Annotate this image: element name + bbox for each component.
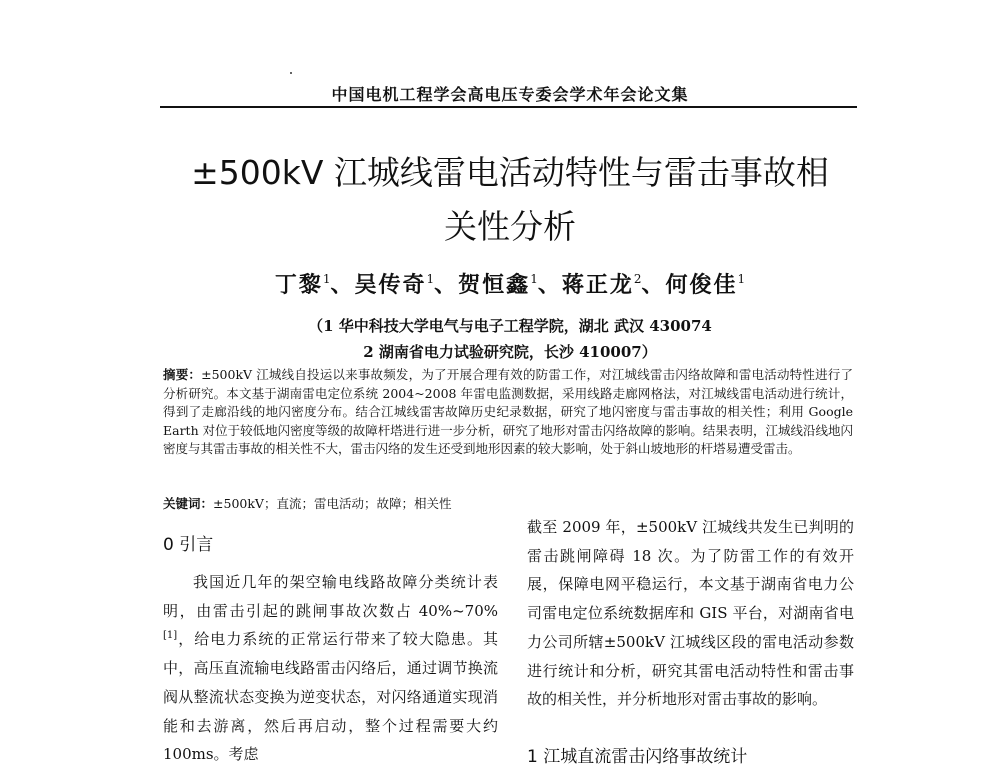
intro-text-part-1: 我国近几年的架空输电线路故障分类统计表明，由雷击引起的跳闸事故次数占 40%~70% bbox=[163, 573, 498, 620]
right-column-paragraph: 截至 2009 年，±500kV 江城线共发生已判明的雷击跳闸障碍 18 次。为了防雷工作的有效开展，保障电网平稳运行，本文基于湖南省电力公司雷电定位系统数据库和 GIS 平台，对湖南省电力公司所辖±500kV 江城线区段的雷电活动参数进行统计和分析，研究其雷电活动特性和雷击事故的相关性，并分析地形对雷击事故的影响。 bbox=[527, 518, 854, 709]
keywords-text: ±500kV；直流；雷电活动；故障；相关性 bbox=[213, 496, 452, 511]
author-separator: 、 bbox=[434, 272, 459, 298]
author-name: 蒋正龙 bbox=[561, 272, 634, 298]
author-affiliation-mark: 1 bbox=[737, 272, 746, 286]
intro-paragraph bbox=[163, 568, 498, 769]
abstract-text: ±500kV 江城线自投运以来事故频发，为了开展合理有效的防雷工作，对江城线雷击闪络故障和雷电活动特性进行了分析研究。本文基于湖南雷电定位系统 2004~2008 年雷电监测数据，采用线路走廊网格法，对江城线雷电活动进行统计，得到了走廊沿线的地闪密度分布。结合江城线雷害故障历史纪录数据，研究了地闪密度与雷击事故的相关性；利用 Google Earth 对位于较低地闪密度等级的故障杆塔进行进一步分析，研究了地形对雷击闪络故障的影响。结果表明，江城线沿线地闪密度与其雷击事故的相关性不大，雷击闪络的发生还受到地形因素的较大影响，处于斜山坡地形的杆塔易遭受雷击。 bbox=[163, 367, 853, 457]
paper-title bbox=[150, 146, 870, 254]
header-rule bbox=[160, 106, 857, 108]
author-affiliation-mark: 2 bbox=[633, 272, 642, 286]
section-heading-introduction: 0 引言 bbox=[163, 535, 214, 555]
keywords bbox=[163, 494, 853, 512]
author-affiliation-mark: 1 bbox=[322, 272, 331, 286]
scan-speck bbox=[290, 72, 292, 74]
abstract-label: 摘要： bbox=[163, 367, 202, 382]
author-name: 丁黎 bbox=[274, 272, 323, 298]
abstract bbox=[163, 366, 853, 459]
citation-ref: [1] bbox=[163, 630, 178, 642]
author-affiliation-mark: 1 bbox=[426, 272, 435, 286]
author-separator: 、 bbox=[641, 272, 666, 298]
author-name: 吴传奇 bbox=[354, 272, 427, 298]
author-list bbox=[150, 268, 870, 299]
author-separator: 、 bbox=[537, 272, 562, 298]
affiliation-2: 2 湖南省电力试验研究院，长沙 410007） bbox=[363, 343, 657, 361]
author-name: 贺恒鑫 bbox=[458, 272, 531, 298]
running-header: 中国电机工程学会高电压专委会学术年会论文集 bbox=[331, 85, 689, 104]
intro-text-part-2: ，给电力系统的正常运行带来了较大隐患。其中，高压直流输电线路雷击闪络后，通过调节换流阀从整流状态变换为逆变状态，对闪络通道实现消能和去游离，然后再启动，整个过程需要大约 100ms。考虑 bbox=[163, 630, 498, 764]
affiliation-1: （1 华中科技大学电气与电子工程学院，湖北 武汉 430074 bbox=[308, 317, 712, 335]
section-heading-1: 1 江城直流雷击闪络事故统计 bbox=[527, 747, 748, 767]
keywords-label: 关键词： bbox=[163, 496, 214, 511]
author-name: 何俊佳 bbox=[665, 272, 738, 298]
author-affiliation-mark: 1 bbox=[530, 272, 538, 286]
title-line-1: ±500kV 江城线雷电活动特性与雷击事故相 bbox=[191, 153, 829, 192]
author-separator: 、 bbox=[330, 272, 355, 298]
title-line-2: 关性分析 bbox=[444, 207, 576, 246]
